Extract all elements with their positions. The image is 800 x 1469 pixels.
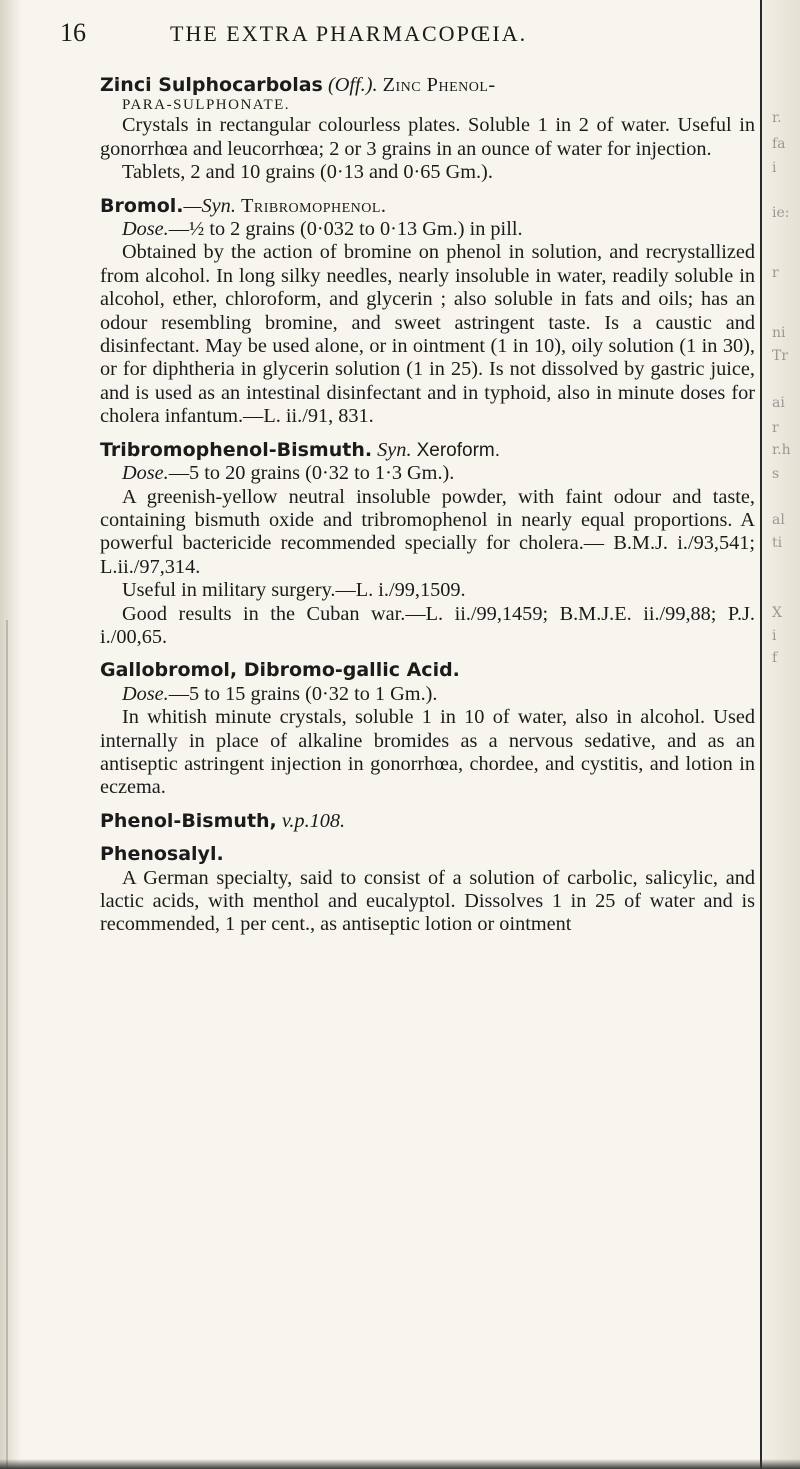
edge-glyph: r <box>772 265 779 281</box>
edge-glyph: Tr <box>772 348 789 364</box>
edge-glyph: s <box>772 466 780 482</box>
edge-glyph: fa <box>772 136 786 152</box>
official-mark: (Off.). <box>327 74 378 96</box>
edge-glyph: i <box>772 160 777 176</box>
page-content <box>60 18 755 937</box>
synonym: Tribromophenol. <box>240 194 387 217</box>
alt-name: Zinc Phenol- <box>382 74 496 96</box>
entry-title: Phenol-Bismuth, <box>100 809 277 832</box>
entry-body: In whitish minute crystals, soluble 1 in 10 of water, also in alcohol. Used internally in place of alkaline bromides as a nervous sedative, and as an antiseptic astringent injection in gonorrhœa, chordee, and cystitis, and lotion in eczema. <box>100 706 755 799</box>
page-gutter <box>0 0 22 1469</box>
dose-text: —5 to 15 grains (0·32 to 1 Gm.). <box>168 682 438 705</box>
cuban-war-note: Good results in the Cuban war.—L. ii./99,1459; B.M.J.E. ii./99,88; P.J. i./00,65. <box>100 602 755 648</box>
entry-title: Bromol. <box>100 194 184 217</box>
dose-label: Dose. <box>122 218 169 241</box>
edge-glyph: i <box>772 628 777 644</box>
edge-glyph: al <box>772 512 785 528</box>
edge-glyph: f <box>772 650 778 666</box>
military-note: Useful in military surgery.—L. i./99,1509. <box>122 579 466 602</box>
dose-text: —5 to 20 grains (0·32 to 1·3 Gm.). <box>168 462 455 485</box>
edge-glyph: X <box>772 605 782 621</box>
gutter-line <box>6 620 8 1469</box>
dose-label: Dose. <box>122 462 169 485</box>
entry-bromol <box>100 195 755 429</box>
edge-glyph: ti <box>772 535 783 551</box>
entry-body: Obtained by the action of bromine on phenol in solution, and recrystallized from alcohol. In long silky needles, nearly insoluble in water, readily soluble in alcohol, ether, chloroform, and glycerin ; also soluble in fats and oils; has an odour resembling bromine, and sweet astringent taste. Is a caustic and disinfectant. May be used alone, or in ointment (1 in 10), oily solution (1 in 30), or for diphtheria in glycerin solution (1 in 25). Is not dissolved by gastric juice, and is used as an intestinal disinfectant and in typhoid, also in minute doses for cholera infantum.—L. ii./91, 831. <box>100 241 755 428</box>
tablets-line: Tablets, 2 and 10 grains (0·13 and 0·65 Gm.). <box>122 161 493 184</box>
entry-title: Gallobromol, Dibromo-gallic Acid. <box>100 659 460 682</box>
running-title: THE EXTRA PHARMACOPŒIA. <box>170 21 528 46</box>
page-bottom-shadow <box>0 1459 800 1469</box>
entry-title: Tribromophenol-Bismuth. <box>100 438 373 461</box>
synonym: Xeroform. <box>416 439 501 461</box>
facing-page-edge <box>760 0 800 1469</box>
entry-zinci-sulphocarbolas <box>100 74 755 185</box>
page-number: 16 <box>60 18 86 47</box>
cross-reference: v.p.108. <box>281 809 346 832</box>
entry-title: Phenosalyl. <box>100 843 224 866</box>
entry-tribromophenol-bismuth <box>100 439 755 650</box>
synonym-label: —Syn. <box>183 194 236 217</box>
entry-phenosalyl <box>100 843 755 937</box>
entry-title: Zinci Sulphocarbolas <box>100 74 323 96</box>
entry-body: Crystals in rectangular colourless plates. Soluble 1 in 2 of water. Useful in gonorrhœa and leucorrhœa; 2 or 3 grains in an ounce of water for injection. <box>100 114 755 160</box>
running-header <box>60 18 755 64</box>
synonym-label: Syn. <box>377 438 412 461</box>
edge-glyph: ni <box>772 325 786 341</box>
dose-label: Dose. <box>122 682 169 705</box>
edge-glyph: r.h <box>772 442 791 458</box>
edge-glyph: r. <box>772 110 782 126</box>
edge-glyph: ai <box>772 395 785 411</box>
edge-glyph: r <box>772 420 779 436</box>
entry-body: A greenish-yellow neutral insoluble powder, with faint odour and taste, containing bismuth oxide and tribromophenol in nearly equal proportions. A powerful bactericide recommended specially for cholera.— B.M.J. i./93,541; L.ii./97,314. <box>100 485 755 578</box>
entry-phenol-bismuth <box>100 810 755 833</box>
entry-body: A German specialty, said to consist of a solution of carbolic, salicylic, and lactic acids, with menthol and eucalyptol. Dissolves 1 in 25 of water and is recommended, 1 per cent., as antiseptic lotion or ointment <box>100 866 755 936</box>
edge-glyph: ie: <box>772 205 790 221</box>
dose-text: —½ to 2 grains (0·032 to 0·13 Gm.) in pill. <box>168 218 523 241</box>
alt-name-continuation: PARA-SULPHONATE. <box>122 97 291 114</box>
entry-gallobromol <box>100 659 755 799</box>
